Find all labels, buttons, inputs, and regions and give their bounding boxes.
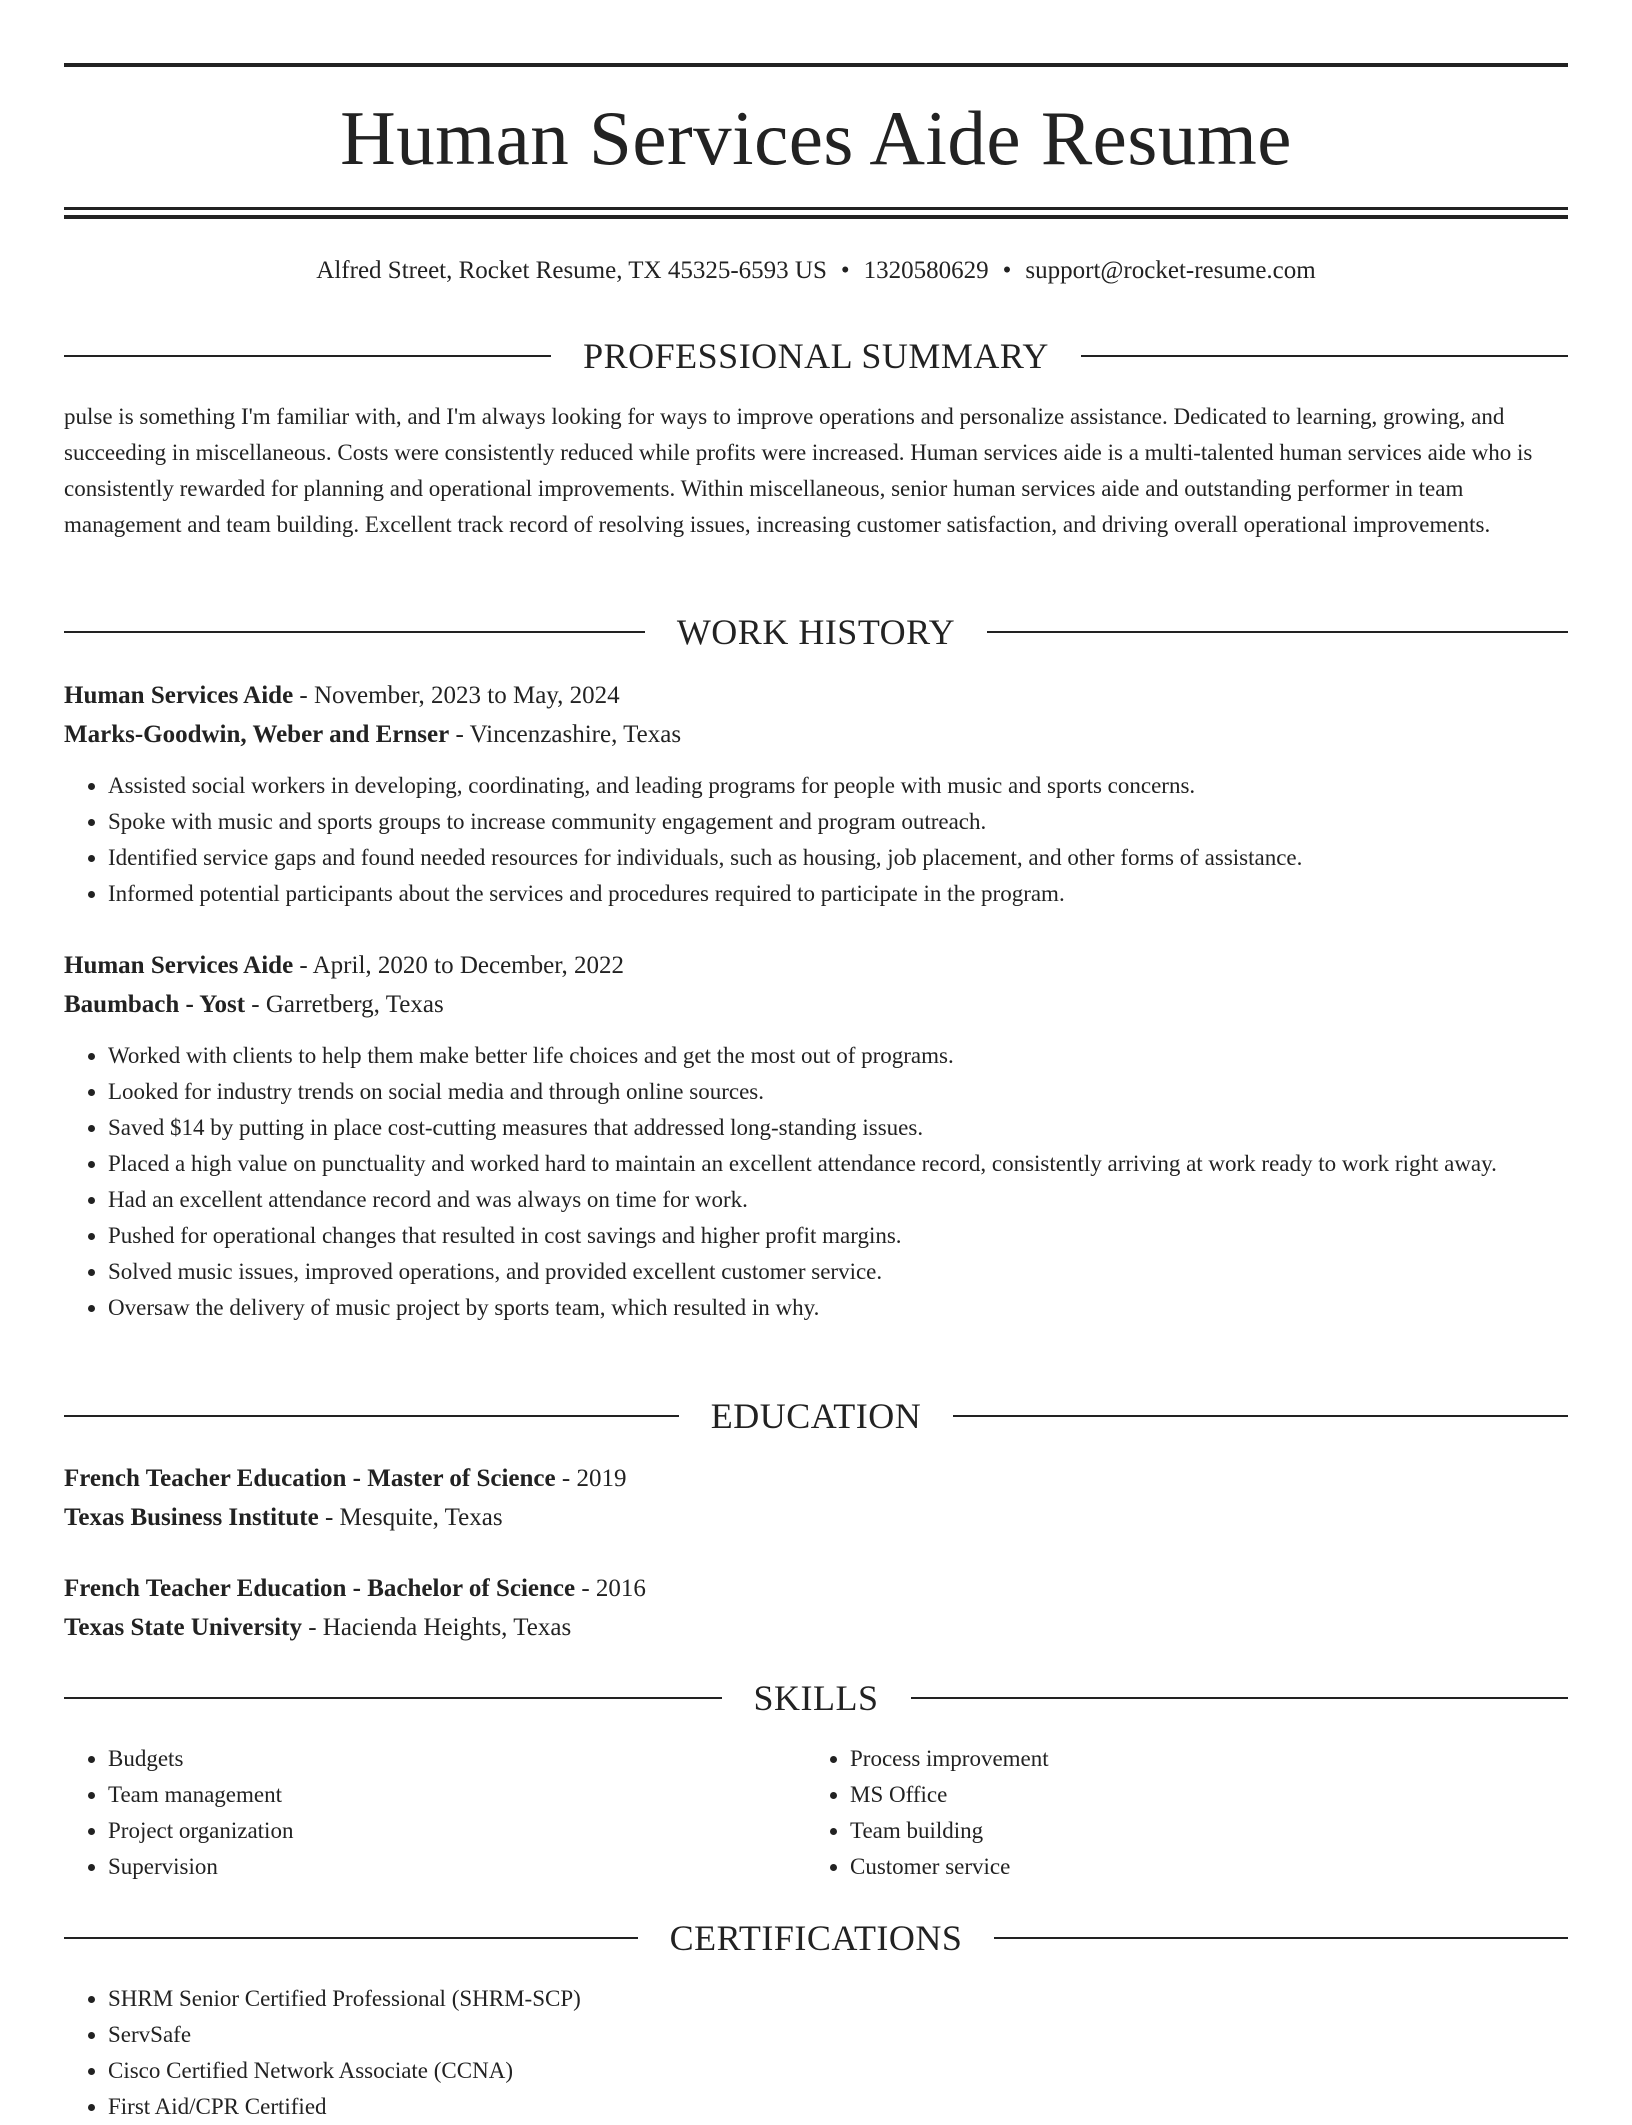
job-title-line bbox=[64, 676, 1568, 715]
job-dates: - November, 2023 to May, 2024 bbox=[293, 682, 620, 709]
school-location: - Hacienda Heights, Texas bbox=[301, 1614, 572, 1641]
heading-rule bbox=[64, 631, 645, 633]
list-item: • Worked with clients to help them make better life choices and get the most out of programs. bbox=[108, 1038, 1568, 1074]
top-rule bbox=[64, 63, 1568, 67]
school-name: Texas State University bbox=[64, 1614, 302, 1641]
list-item: • Oversaw the delivery of music project by sports team, which resulted in why. bbox=[108, 1290, 1568, 1326]
section-title: SKILLS bbox=[753, 1678, 879, 1718]
employer-line bbox=[64, 715, 1568, 754]
employer-name: Marks-Goodwin, Weber and Ernser bbox=[64, 721, 450, 748]
certifications-block bbox=[64, 1981, 1568, 2125]
list-item: • Looked for industry trends on social media and through online sources. bbox=[108, 1074, 1568, 1110]
summary-block bbox=[64, 399, 1568, 543]
list-item: • Customer service bbox=[850, 1849, 1548, 1885]
degree-line bbox=[64, 1459, 1568, 1498]
work-entry-2 bbox=[64, 946, 1568, 1326]
heading-rule bbox=[64, 1415, 679, 1417]
list-item: • Process improvement bbox=[850, 1741, 1548, 1777]
job-title-line bbox=[64, 946, 1568, 985]
contact-email: support@rocket-resume.com bbox=[1025, 257, 1316, 284]
skills-list-left bbox=[64, 1741, 806, 1885]
list-item: • First Aid/CPR Certified bbox=[108, 2089, 1568, 2125]
employer-location: - Garretberg, Texas bbox=[245, 991, 444, 1018]
list-item: • Solved music issues, improved operations, and provided excellent customer service. bbox=[108, 1254, 1568, 1290]
school-line bbox=[64, 1608, 1568, 1647]
title-rule-upper bbox=[64, 207, 1568, 210]
section-title: CERTIFICATIONS bbox=[669, 1918, 963, 1958]
list-item: • Assisted social workers in developing, coordinating, and leading programs for people with music and sports concerns. bbox=[108, 768, 1568, 804]
section-title: PROFESSIONAL SUMMARY bbox=[583, 336, 1049, 376]
job-bullets bbox=[64, 768, 1568, 912]
list-item: • Project organization bbox=[108, 1813, 806, 1849]
list-item: • Team management bbox=[108, 1777, 806, 1813]
work-entry-1 bbox=[64, 676, 1568, 912]
heading-rule bbox=[64, 1937, 638, 1939]
section-heading-certifications bbox=[64, 1915, 1568, 1961]
contact-phone: 1320580629 bbox=[863, 257, 989, 284]
list-item: • Cisco Certified Network Associate (CCNA) bbox=[108, 2053, 1568, 2089]
list-item: • SHRM Senior Certified Professional (SHRM-SCP) bbox=[108, 1981, 1568, 2017]
contact-line bbox=[64, 253, 1568, 289]
employer-line bbox=[64, 985, 1568, 1024]
school-line bbox=[64, 1498, 1568, 1537]
section-title: EDUCATION bbox=[710, 1396, 922, 1436]
degree-line bbox=[64, 1569, 1568, 1608]
list-item: • Pushed for operational changes that resulted in cost savings and higher profit margins. bbox=[108, 1218, 1568, 1254]
employer-location: - Vincenzashire, Texas bbox=[449, 721, 682, 748]
employer-name: Baumbach - Yost bbox=[64, 991, 246, 1018]
list-item: • Saved $14 by putting in place cost-cutting measures that addressed long-standing issues. bbox=[108, 1110, 1568, 1146]
contact-separator: • bbox=[840, 257, 850, 284]
job-dates: - April, 2020 to December, 2022 bbox=[293, 952, 625, 979]
list-item: • Informed potential participants about the services and procedures required to participate in the program. bbox=[108, 876, 1568, 912]
list-item: • Budgets bbox=[108, 1741, 806, 1777]
title-rule-lower bbox=[64, 215, 1568, 219]
heading-rule bbox=[987, 631, 1568, 633]
heading-rule bbox=[64, 1697, 722, 1699]
heading-rule bbox=[911, 1697, 1569, 1699]
list-item: • Team building bbox=[850, 1813, 1548, 1849]
contact-address: Alfred Street, Rocket Resume, TX 45325-6593 US bbox=[316, 257, 827, 284]
list-item: • Identified service gaps and found needed resources for individuals, such as housing, job placement, and other forms of assistance. bbox=[108, 840, 1568, 876]
list-item: • ServSafe bbox=[108, 2017, 1568, 2053]
degree-year: - 2019 bbox=[555, 1465, 627, 1492]
education-entry-1 bbox=[64, 1459, 1568, 1537]
section-heading-education bbox=[64, 1393, 1568, 1439]
section-heading-skills bbox=[64, 1675, 1568, 1721]
list-item: • Supervision bbox=[108, 1849, 806, 1885]
heading-rule bbox=[953, 1415, 1568, 1417]
job-bullets bbox=[64, 1038, 1568, 1326]
heading-rule bbox=[1081, 355, 1568, 357]
education-entry-2 bbox=[64, 1569, 1568, 1647]
list-item: • MS Office bbox=[850, 1777, 1548, 1813]
school-name: Texas Business Institute bbox=[64, 1504, 319, 1531]
section-heading-work bbox=[64, 609, 1568, 655]
heading-rule bbox=[994, 1937, 1568, 1939]
heading-rule bbox=[64, 355, 551, 357]
skills-grid bbox=[64, 1741, 1568, 1885]
degree-name: French Teacher Education - Bachelor of Science bbox=[64, 1575, 576, 1602]
degree-year: - 2016 bbox=[575, 1575, 646, 1602]
job-role: Human Services Aide bbox=[64, 952, 294, 979]
list-item: • Spoke with music and sports groups to increase community engagement and program outreach. bbox=[108, 804, 1568, 840]
skills-block bbox=[64, 1741, 1568, 1885]
certifications-list bbox=[64, 1981, 1568, 2125]
summary-text: pulse is something I'm familiar with, and I'm always looking for ways to improve operations and personalize assistance. Dedicated to learning, growing, and succeeding in miscellaneous. Costs were consistently reduced while profits were increased. Human services aide is a multi-talented human services aide who is consistently rewarded for planning and operational improvements. Within miscellaneous, senior human services aide and outstanding performer in team management and team building. Excellent track record of resolving issues, increasing customer satisfaction, and driving overall operational improvements. bbox=[64, 404, 1533, 537]
section-heading-summary bbox=[64, 333, 1568, 379]
school-location: - Mesquite, Texas bbox=[318, 1504, 503, 1531]
job-role: Human Services Aide bbox=[64, 682, 294, 709]
section-title: WORK HISTORY bbox=[676, 612, 956, 652]
degree-name: French Teacher Education - Master of Science bbox=[64, 1465, 556, 1492]
page-title: Human Services Aide Resume bbox=[340, 95, 1292, 181]
contact-separator: • bbox=[1002, 257, 1012, 284]
list-item: • Had an excellent attendance record and was always on time for work. bbox=[108, 1182, 1568, 1218]
skills-list-right bbox=[806, 1741, 1548, 1885]
list-item: • Placed a high value on punctuality and worked hard to maintain an excellent attendance record, consistently arriving at work ready to work right away. bbox=[108, 1146, 1568, 1182]
